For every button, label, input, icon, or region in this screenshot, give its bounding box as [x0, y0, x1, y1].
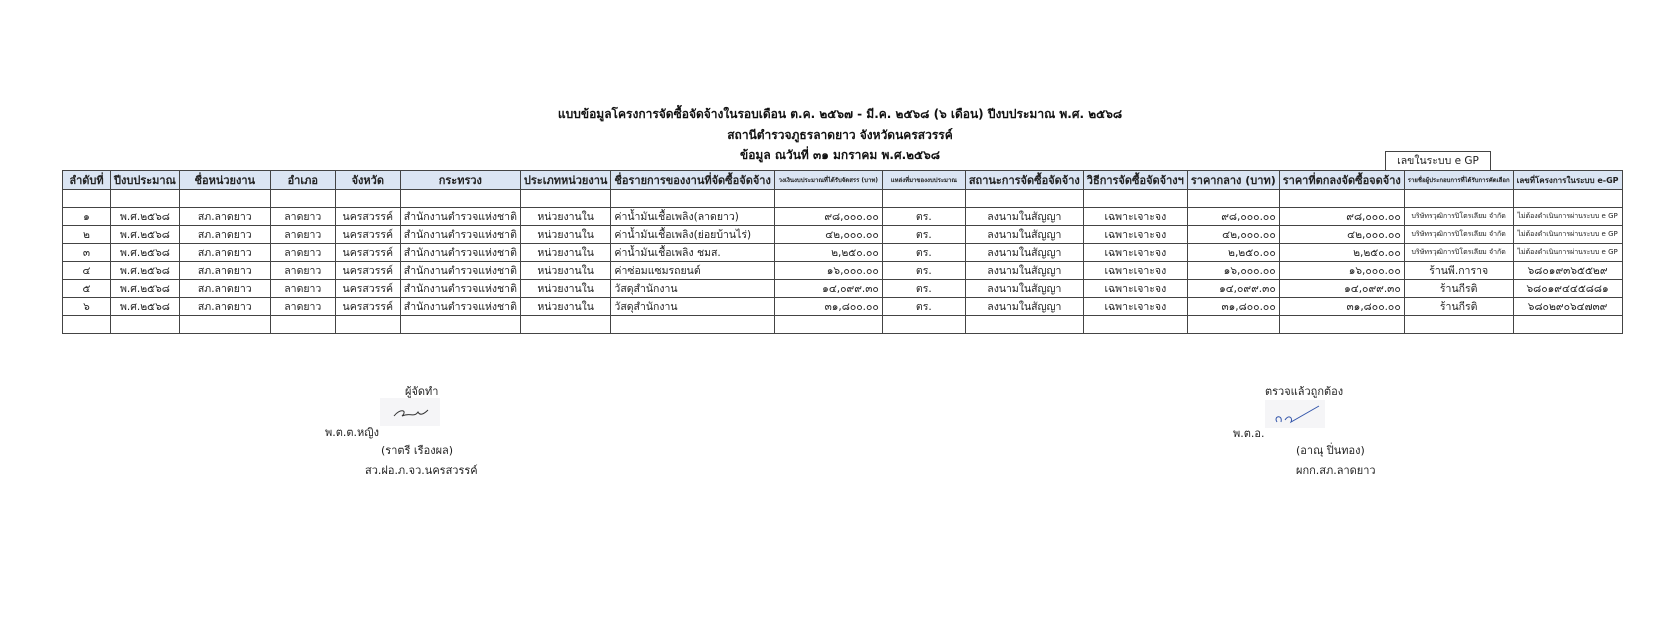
table-cell: นครสวรรค์: [335, 226, 400, 244]
table-cell: ไม่ต้องดำเนินการผ่านระบบ e GP: [1513, 208, 1622, 226]
empty-cell: [1404, 316, 1513, 334]
empty-cell: [270, 190, 335, 208]
table-cell: สำนักงานตำรวจแห่งชาติ: [400, 226, 520, 244]
table-cell: นครสวรรค์: [335, 298, 400, 316]
table-cell: สำนักงานตำรวจแห่งชาติ: [400, 208, 520, 226]
table-cell: ค่าน้ำมันเชื้อเพลิง(ลาดยาว): [611, 208, 774, 226]
empty-cell: [1187, 316, 1279, 334]
table-cell: ๒,๒๕๐.๐๐: [774, 244, 882, 262]
table-cell: เฉพาะเจาะจง: [1083, 244, 1187, 262]
table-cell: ๑: [63, 208, 111, 226]
table-cell: สำนักงานตำรวจแห่งชาติ: [400, 298, 520, 316]
table-cell: สภ.ลาดยาว: [179, 244, 270, 262]
table-cell: ร้านกีรติ: [1404, 280, 1513, 298]
empty-cell: [400, 316, 520, 334]
table-cell: ลงนามในสัญญา: [965, 208, 1083, 226]
table-cell: พ.ศ.๒๕๖๘: [111, 262, 180, 280]
column-header: วงเงินงบประมาณที่ได้รับจัดสรร (บาท): [774, 171, 882, 190]
empty-cell: [882, 190, 965, 208]
table-cell: สภ.ลาดยาว: [179, 298, 270, 316]
table-cell: ๖: [63, 298, 111, 316]
table-cell: ๔๒,๐๐๐.๐๐: [774, 226, 882, 244]
table-cell: ลาดยาว: [270, 244, 335, 262]
document-title: แบบข้อมูลโครงการจัดซื้อจัดจ้างในรอบเดือน ต.ค. ๒๕๖๗ - มี.ค. ๒๕๖๘ (๖ เดือน) ปีงบประมาณ พ.ศ. ๒๕๖๘: [557, 107, 1123, 121]
empty-cell: [400, 190, 520, 208]
table-cell: ไม่ต้องดำเนินการผ่านระบบ e GP: [1513, 226, 1622, 244]
table-cell: ๑๖,๐๐๐.๐๐: [1187, 262, 1279, 280]
preparer-name: (ราตรี เรืองผล): [381, 444, 454, 457]
reviewer-signature: [1265, 400, 1325, 428]
table-row: [63, 298, 1623, 316]
empty-cell: [270, 316, 335, 334]
column-header: ลำดับที่: [63, 171, 111, 190]
table-cell: หน่วยงานใน: [520, 226, 611, 244]
table-cell: ลาดยาว: [270, 298, 335, 316]
table-cell: ๓๑,๘๐๐.๐๐: [1279, 298, 1404, 316]
table-cell: ๒,๒๕๐.๐๐: [1187, 244, 1279, 262]
table-cell: บริษัทรวุฒิการปิโตรเลียม จำกัด: [1404, 244, 1513, 262]
header-row: [63, 171, 1623, 190]
empty-cell: [179, 316, 270, 334]
table-cell: เฉพาะเจาะจง: [1083, 298, 1187, 316]
table-cell: พ.ศ.๒๕๖๘: [111, 244, 180, 262]
column-header: ปีงบประมาณ: [111, 171, 180, 190]
table-cell: ลงนามในสัญญา: [965, 262, 1083, 280]
table-cell: พ.ศ.๒๕๖๘: [111, 280, 180, 298]
table-cell: พ.ศ.๒๕๖๘: [111, 226, 180, 244]
egp-group-label: เลขในระบบ e GP: [1385, 151, 1491, 170]
table-cell: นครสวรรค์: [335, 280, 400, 298]
table-row: [63, 226, 1623, 244]
table-cell: ตร.: [882, 262, 965, 280]
reviewer-role: ตรวจแล้วถูกต้อง: [1265, 385, 1344, 398]
table-cell: ๓๑,๘๐๐.๐๐: [1187, 298, 1279, 316]
table-cell: ไม่ต้องดำเนินการผ่านระบบ e GP: [1513, 244, 1622, 262]
table-cell: ตร.: [882, 280, 965, 298]
preparer-signature: [380, 398, 440, 426]
empty-cell: [1083, 316, 1187, 334]
empty-cell: [335, 316, 400, 334]
table-cell: เฉพาะเจาะจง: [1083, 226, 1187, 244]
preparer-role: ผู้จัดทำ: [405, 385, 439, 398]
empty-cell: [611, 316, 774, 334]
table-cell: ๒: [63, 226, 111, 244]
table-cell: สภ.ลาดยาว: [179, 226, 270, 244]
column-header: อำเภอ: [270, 171, 335, 190]
table-cell: ๖๘๐๒๙๐๖๔๗๓๙: [1513, 298, 1622, 316]
table-cell: ร้านกีรติ: [1404, 298, 1513, 316]
table-row: [63, 244, 1623, 262]
empty-cell: [1513, 316, 1622, 334]
table-cell: ลงนามในสัญญา: [965, 244, 1083, 262]
empty-cell: [611, 190, 774, 208]
table-cell: ๖๘๐๑๙๓๖๕๕๒๙: [1513, 262, 1622, 280]
table-row: [63, 262, 1623, 280]
table-cell: ตร.: [882, 244, 965, 262]
table-cell: ๙๘,๐๐๐.๐๐: [1187, 208, 1279, 226]
table-cell: ๖๘๐๑๙๔๔๕๘๘๑: [1513, 280, 1622, 298]
empty-cell: [965, 316, 1083, 334]
empty-cell: [1187, 190, 1279, 208]
table-cell: พ.ศ.๒๕๖๘: [111, 208, 180, 226]
table-cell: ค่าซ่อมแซมรถยนต์: [611, 262, 774, 280]
empty-cell: [774, 316, 882, 334]
empty-cell: [965, 190, 1083, 208]
table-cell: หน่วยงานใน: [520, 280, 611, 298]
table-cell: วัสดุสำนักงาน: [611, 298, 774, 316]
table-cell: นครสวรรค์: [335, 262, 400, 280]
column-header: ประเภทหน่วยงาน: [520, 171, 611, 190]
table-cell: บริษัทรวุฒิการปิโตรเลียม จำกัด: [1404, 226, 1513, 244]
reviewer-rank: พ.ต.อ.: [1233, 427, 1265, 440]
table-cell: ๔๒,๐๐๐.๐๐: [1187, 226, 1279, 244]
column-header: วิธีการจัดซื้อจัดจ้างฯ: [1083, 171, 1187, 190]
table-cell: เฉพาะเจาะจง: [1083, 280, 1187, 298]
table-cell: สภ.ลาดยาว: [179, 208, 270, 226]
empty-cell: [111, 190, 180, 208]
table-cell: ลาดยาว: [270, 262, 335, 280]
table-cell: หน่วยงานใน: [520, 298, 611, 316]
table-cell: ๓๑,๘๐๐.๐๐: [774, 298, 882, 316]
table-cell: ตร.: [882, 208, 965, 226]
table-cell: ๓: [63, 244, 111, 262]
table-row: [63, 208, 1623, 226]
table-cell: สำนักงานตำรวจแห่งชาติ: [400, 280, 520, 298]
table-cell: ลงนามในสัญญา: [965, 226, 1083, 244]
agency-name: สถานีตำรวจภูธรลาดยาว จังหวัดนครสวรรค์: [727, 128, 953, 142]
table-cell: นครสวรรค์: [335, 208, 400, 226]
table-cell: บริษัทรวุฒิการปิโตรเลียม จำกัด: [1404, 208, 1513, 226]
table-cell: ๑๖,๐๐๐.๐๐: [1279, 262, 1404, 280]
preparer-position: สว.ฝอ.ภ.จว.นครสวรรค์: [365, 464, 478, 477]
preparer-rank: พ.ต.ต.หญิง: [325, 426, 380, 439]
column-header: แหล่งที่มาของงบประมาณ: [882, 171, 965, 190]
data-date: ข้อมูล ณวันที่ ๓๑ มกราคม พ.ศ.๒๕๖๘: [740, 148, 940, 162]
table-cell: ๙๘,๐๐๐.๐๐: [1279, 208, 1404, 226]
table-cell: ตร.: [882, 298, 965, 316]
table-cell: ๑๔,๐๙๙.๓๐: [1279, 280, 1404, 298]
table-cell: สำนักงานตำรวจแห่งชาติ: [400, 244, 520, 262]
empty-cell: [520, 190, 611, 208]
table-cell: ๑๖,๐๐๐.๐๐: [774, 262, 882, 280]
table-cell: ๕: [63, 280, 111, 298]
column-header: จังหวัด: [335, 171, 400, 190]
table-cell: ตร.: [882, 226, 965, 244]
table-cell: ๒,๒๕๐.๐๐: [1279, 244, 1404, 262]
procurement-table: [62, 170, 1623, 334]
empty-cell: [335, 190, 400, 208]
column-header: ชื่อรายการของงานที่จัดซื้อจัดจ้าง: [611, 171, 774, 190]
column-header: สถานะการจัดซื้อจัดจ้าง: [965, 171, 1083, 190]
empty-cell: [774, 190, 882, 208]
table-cell: ค่าน้ำมันเชื้อเพลิง ชมส.: [611, 244, 774, 262]
table-cell: ลงนามในสัญญา: [965, 280, 1083, 298]
empty-cell: [63, 316, 111, 334]
empty-row: [63, 190, 1623, 208]
table-cell: สภ.ลาดยาว: [179, 262, 270, 280]
column-header: กระทรวง: [400, 171, 520, 190]
column-header: รายชื่อผู้ประกอบการที่ได้รับการคัดเลือก: [1404, 171, 1513, 190]
table-cell: ค่าน้ำมันเชื้อเพลิง(ย่อยบ้านไร่): [611, 226, 774, 244]
table-cell: พ.ศ.๒๕๖๘: [111, 298, 180, 316]
empty-cell: [179, 190, 270, 208]
table-cell: ๔๒,๐๐๐.๐๐: [1279, 226, 1404, 244]
empty-cell: [1404, 190, 1513, 208]
reviewer-name: (อาณุ ปิ่นทอง): [1296, 444, 1365, 457]
table-cell: ลาดยาว: [270, 226, 335, 244]
empty-cell: [1279, 190, 1404, 208]
table-cell: ลาดยาว: [270, 208, 335, 226]
table-cell: เฉพาะเจาะจง: [1083, 208, 1187, 226]
column-header: ชื่อหน่วยงาน: [179, 171, 270, 190]
column-header: ราคาที่ตกลงจัดซื้อจดจ้าง: [1279, 171, 1404, 190]
table-cell: ๔: [63, 262, 111, 280]
empty-cell: [1513, 190, 1622, 208]
table-cell: เฉพาะเจาะจง: [1083, 262, 1187, 280]
table-cell: ลาดยาว: [270, 280, 335, 298]
empty-cell: [63, 190, 111, 208]
table-cell: ลงนามในสัญญา: [965, 298, 1083, 316]
table-cell: สำนักงานตำรวจแห่งชาติ: [400, 262, 520, 280]
table-cell: ร้านพี.การาจ: [1404, 262, 1513, 280]
table-cell: นครสวรรค์: [335, 244, 400, 262]
table-cell: ๙๘,๐๐๐.๐๐: [774, 208, 882, 226]
table-row: [63, 280, 1623, 298]
table-cell: ๑๔,๐๙๙.๓๐: [774, 280, 882, 298]
column-header: ราคากลาง (บาท): [1187, 171, 1279, 190]
column-header: เลขที่โครงการในระบบ e-GP: [1513, 171, 1622, 190]
table-cell: หน่วยงานใน: [520, 262, 611, 280]
table-cell: หน่วยงานใน: [520, 208, 611, 226]
table-cell: ๑๔,๐๙๙.๓๐: [1187, 280, 1279, 298]
empty-cell: [111, 316, 180, 334]
empty-row: [63, 316, 1623, 334]
empty-cell: [1083, 190, 1187, 208]
table-cell: หน่วยงานใน: [520, 244, 611, 262]
empty-cell: [882, 316, 965, 334]
table-cell: สภ.ลาดยาว: [179, 280, 270, 298]
empty-cell: [520, 316, 611, 334]
table-cell: วัสดุสำนักงาน: [611, 280, 774, 298]
reviewer-position: ผกก.สภ.ลาดยาว: [1296, 464, 1376, 477]
empty-cell: [1279, 316, 1404, 334]
